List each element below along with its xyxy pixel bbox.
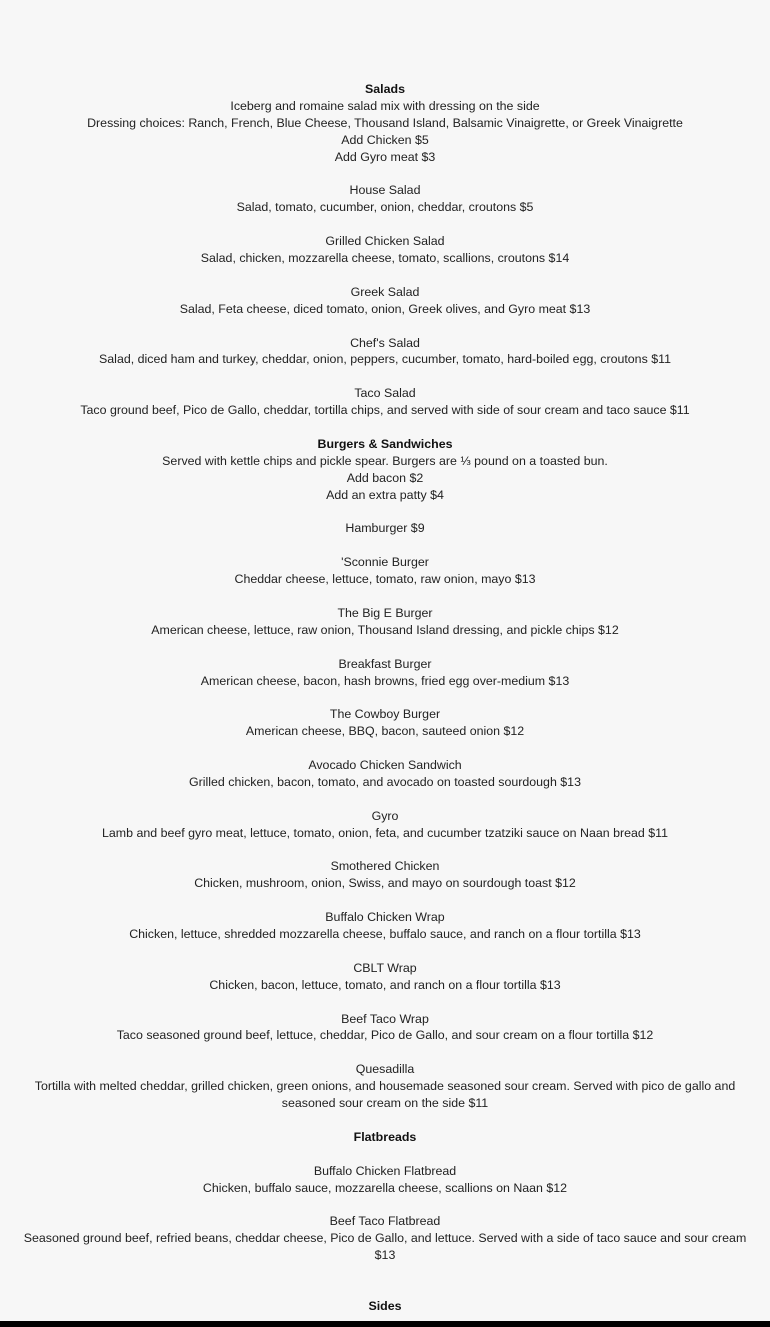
menu-item-desc: Lamb and beef gyro meat, lettuce, tomato, onion, feta, and cucumber tzatziki sauce on Naan bread $11 (102, 825, 668, 840)
menu-item-desc: Salad, Feta cheese, diced tomato, onion, Greek olives, and Gyro meat $13 (179, 301, 591, 316)
menu-item-name: Buffalo Chicken Wrap (325, 910, 445, 925)
section-title-burgers: Burgers & Sandwiches (317, 436, 453, 451)
menu-item-name: Chef's Salad (350, 335, 420, 350)
flatbreads-section (0, 1129, 770, 1298)
menu-item-desc: Salad, tomato, cucumber, onion, cheddar, croutons $5 (236, 200, 534, 215)
menu-item-name: Beef Taco Wrap (341, 1011, 429, 1026)
bottom-edge-bar (0, 1321, 770, 1327)
menu-item-desc: Chicken, buffalo sauce, mozzarella cheese, scallions on Naan $12 (202, 1180, 568, 1195)
menu-item-desc: Chicken, lettuce, shredded mozzarella cheese, buffalo sauce, and ranch on a flour tortilla $13 (129, 927, 641, 942)
menu-item-name: Buffalo Chicken Flatbread (313, 1163, 457, 1178)
menu-item-desc: Seasoned ground beef, refried beans, cheddar cheese, Pico de Gallo, and lettuce. Served with a side of taco sauce and sour cream $13 (23, 1231, 747, 1263)
salads-intro-add-chicken: Add Chicken $5 (341, 132, 429, 147)
menu-item-hamburger: Hamburger $9 (345, 521, 425, 536)
menu-item-desc: Grilled chicken, bacon, tomato, and avocado on toasted sourdough $13 (189, 774, 581, 789)
section-title-sides: Sides (368, 1298, 402, 1313)
salads-intro-add-gyro: Add Gyro meat $3 (334, 149, 436, 164)
menu-item-name: Greek Salad (350, 284, 420, 299)
menu-item-name: The Big E Burger (337, 605, 433, 620)
burgers-intro-served: Served with kettle chips and pickle spear. Burgers are ⅓ pound on a toasted bun. (162, 453, 608, 468)
menu-item-desc: Tortilla with melted cheddar, grilled chicken, green onions, and housemade seasoned sour cream. Served with pico de gallo and seasoned sour cream on the side $11 (34, 1079, 736, 1111)
salads-intro-mix: Iceberg and romaine salad mix with dressing on the side (230, 98, 540, 113)
salads-section (0, 81, 770, 436)
menu-item-desc: Chicken, bacon, lettuce, tomato, and ranch on a flour tortilla $13 (209, 977, 561, 992)
menu-item-name: CBLT Wrap (353, 960, 417, 975)
menu-item-desc: Salad, chicken, mozzarella cheese, tomato, scallions, croutons $14 (200, 251, 570, 266)
menu-item-name: Gyro (371, 808, 399, 823)
menu-item-name: Taco Salad (354, 386, 416, 401)
menu-item-desc: Salad, diced ham and turkey, cheddar, onion, peppers, cucumber, tomato, hard-boiled egg, croutons $11 (99, 352, 671, 367)
menu-item-name: Quesadilla (355, 1062, 415, 1077)
menu-item-name: Grilled Chicken Salad (325, 234, 445, 249)
burgers-intro-add-bacon: Add bacon $2 (346, 470, 424, 485)
sides-section (0, 1298, 770, 1315)
menu-item-name: Breakfast Burger (338, 656, 432, 671)
menu-item-name: 'Sconnie Burger (341, 555, 429, 570)
section-title-salads: Salads (365, 82, 405, 96)
menu-page (0, 81, 770, 1315)
menu-item-name: House Salad (349, 183, 421, 198)
menu-item-desc: American cheese, BBQ, bacon, sauteed onion $12 (245, 724, 525, 739)
menu-item-desc: Chicken, mushroom, onion, Swiss, and mayo on sourdough toast $12 (194, 876, 576, 891)
menu-item-desc: Taco ground beef, Pico de Gallo, cheddar, tortilla chips, and served with side of sour cream and taco sauce $11 (80, 403, 690, 418)
menu-item-name: Avocado Chicken Sandwich (308, 758, 462, 773)
burgers-intro-add-patty: Add an extra patty $4 (326, 487, 444, 502)
menu-item-desc: American cheese, bacon, hash browns, fried egg over-medium $13 (200, 673, 570, 688)
burgers-section (0, 436, 770, 1129)
section-title-flatbreads: Flatbreads (353, 1129, 417, 1144)
menu-item-desc: American cheese, lettuce, raw onion, Thousand Island dressing, and pickle chips $12 (151, 622, 619, 637)
menu-item-name: Beef Taco Flatbread (329, 1214, 441, 1229)
salads-intro-dressings: Dressing choices: Ranch, French, Blue Cheese, Thousand Island, Balsamic Vinaigrette, or Greek Vinaigrette (87, 115, 683, 130)
menu-item-desc: Cheddar cheese, lettuce, tomato, raw onion, mayo $13 (234, 572, 536, 587)
menu-item-name: The Cowboy Burger (329, 707, 441, 722)
menu-item-name: Smothered Chicken (330, 859, 440, 874)
menu-item-desc: Taco seasoned ground beef, lettuce, cheddar, Pico de Gallo, and sour cream on a flour tortilla $12 (116, 1028, 654, 1043)
